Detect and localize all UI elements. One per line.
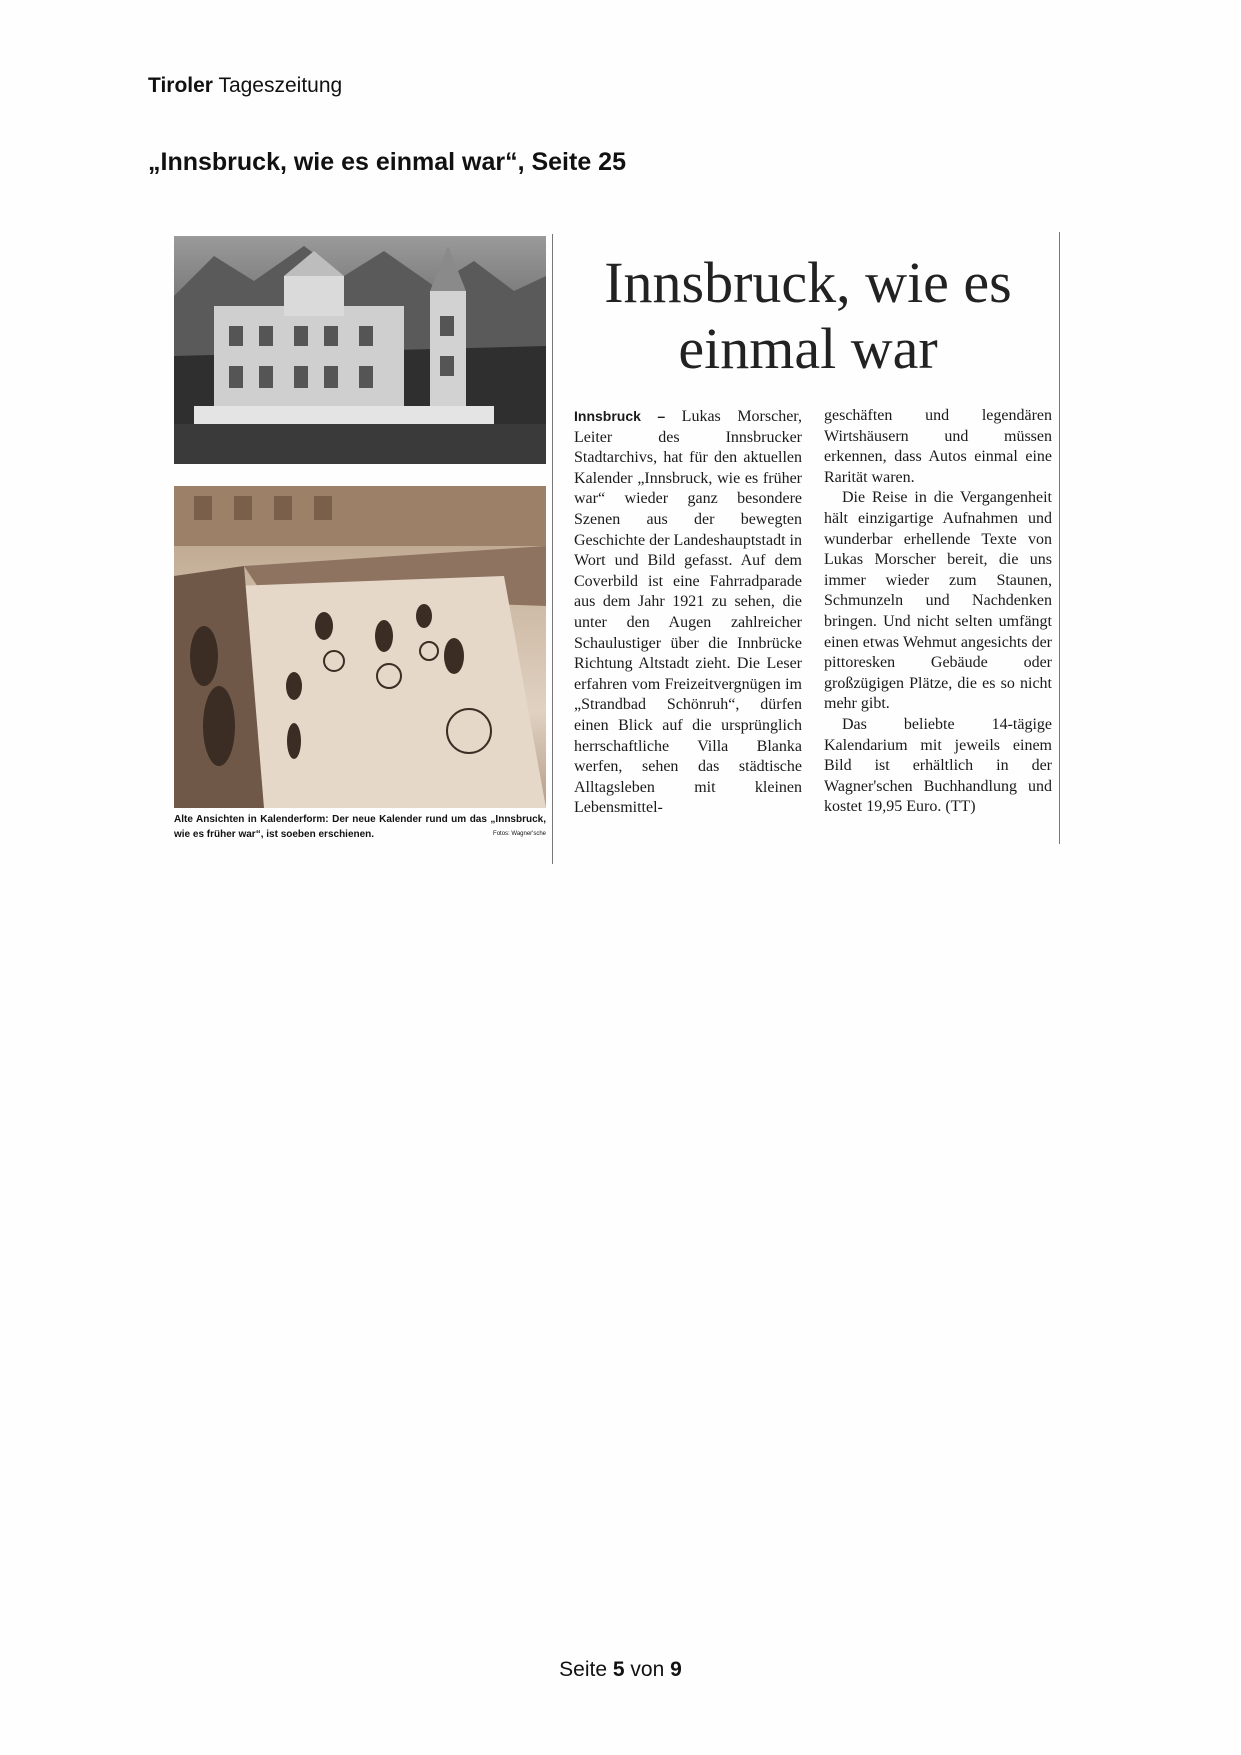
- page-number-current: 5: [612, 1658, 625, 1681]
- page-number: [0, 1658, 1241, 1682]
- right-border-divider: [1059, 232, 1060, 844]
- publication-name-bold: Tiroler: [148, 74, 213, 97]
- photo-caption: [174, 812, 546, 842]
- villa-photo: [174, 236, 546, 464]
- article-dateline: Innsbruck –: [574, 408, 666, 424]
- document-title: „Innsbruck, wie es einmal war“, Seite 25: [148, 148, 626, 176]
- newspaper-clipping: [174, 228, 1062, 864]
- photo-caption-text: Alte Ansichten in Kalenderform: Der neue Kalender rund um das „Innsbruck, wie es früher war“, ist soeben erschienen.: [174, 814, 546, 840]
- article-paragraph-3: Die Reise in die Vergangenheit hält einzigartige Aufnahmen und wunderbar erhellende Texte von Lukas Morscher bereit, die uns immer wieder zum Staunen, Schmunzeln und Nachdenken bringen. Und nicht selten umfängt einen etwas Wehmut angesichts der pittoresken Gebäude oder großzügigen Plätze, die es so nicht mehr gibt.: [824, 489, 1052, 713]
- article-paragraph-1: Lukas Morscher, Leiter des Innsbrucker Stadtarchivs, hat für den aktuellen Kalender „Innsbruck, wie es früher war“ wieder ganz besondere Szenen aus der bewegten Geschichte der Landeshauptstadt in Wort und Bild gefasst. Auf dem Coverbild ist eine Fahrradparade aus dem Jahr 1921 zu sehen, die unter den Augen zahlreicher Schaulustiger über die Innbrücke Richtung Altstadt zieht. Die Leser erfahren vom Freizeitvergnügen im „Strandbad Schönruh“, dürfen einen Blick auf die ursprünglich herrschaftliche Villa Blanka werfen, sehen das städtische Alltagsleben mit kleinen Lebensmittel-: [574, 408, 802, 817]
- headline-line-2: einmal war: [678, 316, 938, 381]
- publication-name: [148, 74, 342, 98]
- villa-illustration: [174, 236, 546, 464]
- page-number-total: 9: [670, 1658, 682, 1681]
- publication-name-rest: Tageszeitung: [218, 74, 343, 97]
- article-paragraph-4: Das beliebte 14-tägige Kalendarium mit jeweils einem Bild ist erhältlich in der Wagner'schen Buchhandlung und kostet 19,95 Euro. (TT): [824, 715, 1052, 816]
- article-column-1: [574, 406, 802, 819]
- bicycle-parade-photo: [174, 486, 546, 808]
- page-number-middle: von: [630, 1658, 665, 1681]
- bicycle-parade-illustration: [174, 486, 546, 808]
- page-number-prefix: Seite: [559, 1658, 608, 1681]
- headline-line-1: Innsbruck, wie es: [604, 250, 1012, 315]
- article-paragraph-2: geschäften und legendären Wirtshäusern und müssen erkennen, dass Autos einmal eine Rarität waren.: [824, 407, 1052, 486]
- article-column-2: [824, 406, 1052, 818]
- column-divider: [552, 234, 553, 864]
- article-headline: [568, 250, 1048, 382]
- photo-credit: Fotos: Wagner'sche: [493, 831, 546, 837]
